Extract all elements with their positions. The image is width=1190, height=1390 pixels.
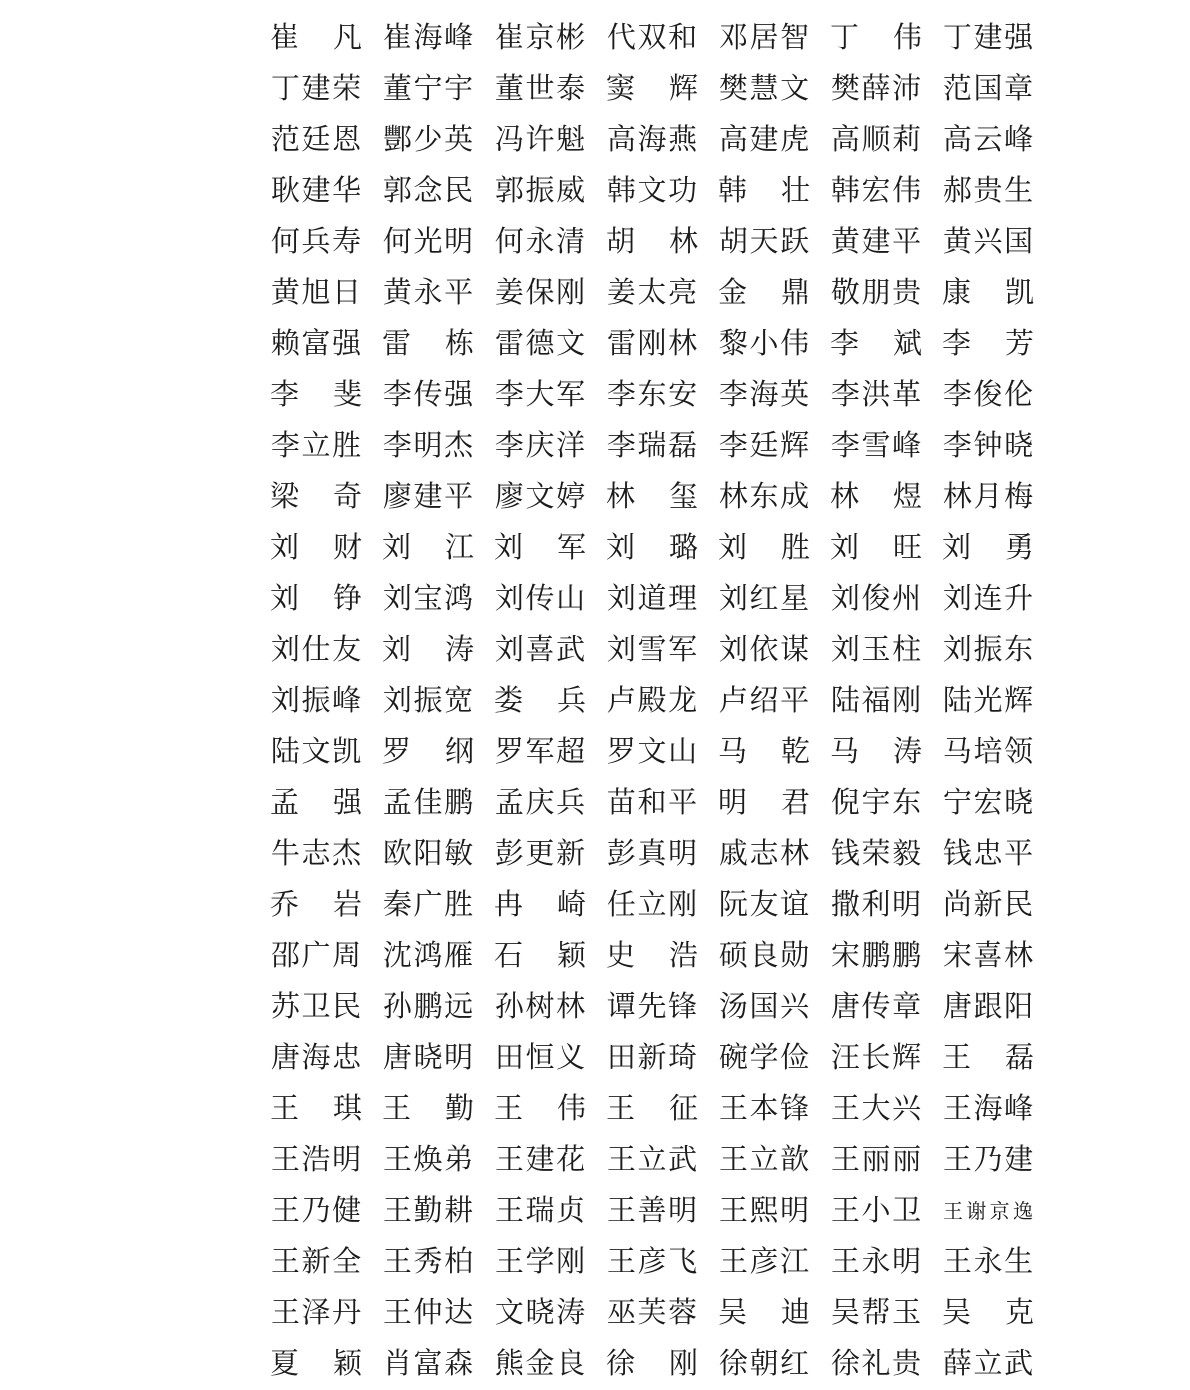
name-entry: 王 小 卫 <box>830 1193 922 1227</box>
name-entry: 徐 朝 红 <box>718 1346 810 1380</box>
name-entry: 硕 良 勋 <box>718 938 810 972</box>
name-entry: 黄 兴 国 <box>942 224 1034 258</box>
name-entry: 王 瑞 贞 <box>494 1193 586 1227</box>
name-entry: 王 琪 <box>270 1091 362 1125</box>
name-entry: 文 晓 涛 <box>494 1295 586 1329</box>
name-entry: 吴 帮 玉 <box>830 1295 922 1329</box>
name-entry: 戚 志 林 <box>718 836 810 870</box>
name-entry: 王 征 <box>606 1091 698 1125</box>
name-entry: 王 乃 建 <box>942 1142 1034 1176</box>
name-entry: 王 磊 <box>942 1040 1034 1074</box>
name-entry: 林 玺 <box>606 479 698 513</box>
name-entry: 董 宁 宇 <box>382 71 474 105</box>
name-entry: 尚 新 民 <box>942 887 1034 921</box>
name-entry: 郭 念 民 <box>382 173 474 207</box>
name-entry: 欧 阳 敏 <box>382 836 474 870</box>
name-entry: 唐 跟 阳 <box>942 989 1034 1023</box>
name-entry: 王 谢 京 逸 <box>943 1198 1033 1223</box>
name-entry: 刘 璐 <box>606 530 698 564</box>
name-entry: 窦 辉 <box>606 71 698 105</box>
name-entry: 彭 更 新 <box>494 836 586 870</box>
name-entry: 史 浩 <box>606 938 698 972</box>
name-entry: 刘 连 升 <box>942 581 1034 615</box>
name-entry: 刘 玉 柱 <box>830 632 922 666</box>
name-entry: 乔 岩 <box>270 887 362 921</box>
name-entry: 康 凯 <box>942 275 1034 309</box>
name-entry: 夏 颖 <box>270 1346 362 1380</box>
name-entry: 卢 殿 龙 <box>606 683 698 717</box>
name-entry: 高 顺 莉 <box>830 122 922 156</box>
name-entry: 敬 朋 贵 <box>830 275 922 309</box>
name-entry: 林 东 成 <box>718 479 810 513</box>
name-entry: 胡 林 <box>606 224 698 258</box>
name-entry: 冯 许 魁 <box>494 122 586 156</box>
name-entry: 李 大 军 <box>494 377 586 411</box>
name-entry: 陆 光 辉 <box>942 683 1034 717</box>
name-entry: 孟 佳 鹏 <box>382 785 474 819</box>
name-entry: 高 建 虎 <box>718 122 810 156</box>
name-entry: 徐 礼 贵 <box>830 1346 922 1380</box>
name-entry: 崔 海 峰 <box>382 20 474 54</box>
name-entry: 王 乃 健 <box>270 1193 362 1227</box>
name-entry: 韩 壮 <box>718 173 810 207</box>
name-entry: 宋 鹏 鹏 <box>830 938 922 972</box>
name-entry: 王 学 刚 <box>494 1244 586 1278</box>
name-entry: 钱 忠 平 <box>942 836 1034 870</box>
name-entry: 阮 友 谊 <box>718 887 810 921</box>
name-entry: 刘 红 星 <box>718 581 810 615</box>
name-entry: 刘 军 <box>494 530 586 564</box>
name-entry: 唐 传 章 <box>830 989 922 1023</box>
name-entry: 李 斌 <box>830 326 922 360</box>
name-entry: 黎 小 伟 <box>718 326 810 360</box>
name-entry: 巫 芙 蓉 <box>606 1295 698 1329</box>
name-entry: 邵 广 周 <box>270 938 362 972</box>
name-entry: 姜 保 刚 <box>494 275 586 309</box>
name-entry: 刘 传 山 <box>494 581 586 615</box>
name-entry: 宋 喜 林 <box>942 938 1034 972</box>
name-entry: 王 彦 飞 <box>606 1244 698 1278</box>
name-entry: 王 泽 丹 <box>270 1295 362 1329</box>
name-entry: 刘 旺 <box>830 530 922 564</box>
name-entry: 刘 铮 <box>270 581 362 615</box>
name-entry: 卢 绍 平 <box>718 683 810 717</box>
name-entry: 郭 振 威 <box>494 173 586 207</box>
name-entry: 李 钟 晓 <box>942 428 1034 462</box>
name-entry: 李 东 安 <box>606 377 698 411</box>
name-entry: 王 丽 丽 <box>830 1142 922 1176</box>
name-entry: 王 海 峰 <box>942 1091 1034 1125</box>
name-entry: 汤 国 兴 <box>718 989 810 1023</box>
name-entry: 何 兵 寿 <box>270 224 362 258</box>
name-entry: 梁 奇 <box>270 479 362 513</box>
name-entry: 姜 太 亮 <box>606 275 698 309</box>
name-entry: 王 本 锋 <box>718 1091 810 1125</box>
name-entry: 王 大 兴 <box>830 1091 922 1125</box>
name-entry: 熊 金 良 <box>494 1346 586 1380</box>
name-entry: 秦 广 胜 <box>382 887 474 921</box>
name-entry: 王 永 生 <box>942 1244 1034 1278</box>
name-entry: 苗 和 平 <box>606 785 698 819</box>
name-entry: 丁 伟 <box>830 20 922 54</box>
name-entry: 刘 财 <box>270 530 362 564</box>
name-entry: 刘 振 宽 <box>382 683 474 717</box>
name-entry: 孙 树 林 <box>494 989 586 1023</box>
name-entry: 廖 建 平 <box>382 479 474 513</box>
name-entry: 薛 立 武 <box>942 1346 1034 1380</box>
name-entry: 韩 宏 伟 <box>830 173 922 207</box>
name-entry: 钱 荣 毅 <box>830 836 922 870</box>
name-entry: 雷 德 文 <box>494 326 586 360</box>
name-entry: 黄 建 平 <box>830 224 922 258</box>
name-entry: 刘 振 东 <box>942 632 1034 666</box>
name-entry: 李 海 英 <box>718 377 810 411</box>
name-entry: 酆 少 英 <box>382 122 474 156</box>
name-entry: 肖 富 森 <box>382 1346 474 1380</box>
name-entry: 明 君 <box>718 785 810 819</box>
name-entry: 刘 涛 <box>382 632 474 666</box>
name-entry: 王 浩 明 <box>270 1142 362 1176</box>
name-entry: 孟 强 <box>270 785 362 819</box>
name-entry: 赖 富 强 <box>270 326 362 360</box>
name-entry: 刘 喜 武 <box>494 632 586 666</box>
name-entry: 沈 鸿 雁 <box>382 938 474 972</box>
name-entry: 何 光 明 <box>382 224 474 258</box>
name-entry: 吴 迪 <box>718 1295 810 1329</box>
name-entry: 王 立 武 <box>606 1142 698 1176</box>
name-entry: 刘 仕 友 <box>270 632 362 666</box>
name-entry: 胡 天 跃 <box>718 224 810 258</box>
name-entry: 李 俊 伦 <box>942 377 1034 411</box>
name-entry: 石 颖 <box>494 938 586 972</box>
name-entry: 田 恒 义 <box>494 1040 586 1074</box>
name-entry: 李 瑞 磊 <box>606 428 698 462</box>
name-entry: 雷 栋 <box>382 326 474 360</box>
name-entry: 刘 勇 <box>942 530 1034 564</box>
name-entry: 廖 文 婷 <box>494 479 586 513</box>
name-entry: 刘 道 理 <box>606 581 698 615</box>
name-entry: 马 培 领 <box>942 734 1034 768</box>
name-entry: 刘 胜 <box>718 530 810 564</box>
name-entry: 刘 俊 州 <box>830 581 922 615</box>
name-entry: 王 建 花 <box>494 1142 586 1176</box>
name-entry: 马 涛 <box>830 734 922 768</box>
name-entry: 孟 庆 兵 <box>494 785 586 819</box>
name-entry: 董 世 泰 <box>494 71 586 105</box>
name-entry: 李 庆 洋 <box>494 428 586 462</box>
name-entry: 汪 长 辉 <box>830 1040 922 1074</box>
name-entry: 丁 建 荣 <box>270 71 362 105</box>
name-entry: 李 传 强 <box>382 377 474 411</box>
name-entry: 任 立 刚 <box>606 887 698 921</box>
name-entry: 李 明 杰 <box>382 428 474 462</box>
name-entry: 黄 永 平 <box>382 275 474 309</box>
name-entry: 王 善 明 <box>606 1193 698 1227</box>
name-entry: 崔 京 彬 <box>494 20 586 54</box>
name-entry: 李 芳 <box>942 326 1034 360</box>
name-entry: 林 煜 <box>830 479 922 513</box>
name-entry: 邓 居 智 <box>718 20 810 54</box>
name-entry: 唐 海 忠 <box>270 1040 362 1074</box>
name-entry: 王 伟 <box>494 1091 586 1125</box>
name-entry: 王 彦 江 <box>718 1244 810 1278</box>
name-entry: 陆 文 凯 <box>270 734 362 768</box>
name-entry: 宁 宏 晓 <box>942 785 1034 819</box>
name-entry: 崔 凡 <box>270 20 362 54</box>
name-entry: 王 仲 达 <box>382 1295 474 1329</box>
name-entry: 罗 文 山 <box>606 734 698 768</box>
name-entry: 王 秀 柏 <box>382 1244 474 1278</box>
name-entry: 王 立 歆 <box>718 1142 810 1176</box>
name-entry: 刘 雪 军 <box>606 632 698 666</box>
name-entry: 徐 刚 <box>606 1346 698 1380</box>
name-entry: 何 永 清 <box>494 224 586 258</box>
name-entry: 李 斐 <box>270 377 362 411</box>
name-entry: 唐 晓 明 <box>382 1040 474 1074</box>
name-entry: 冉 崎 <box>494 887 586 921</box>
name-entry: 撒 利 明 <box>830 887 922 921</box>
name-entry: 林 月 梅 <box>942 479 1034 513</box>
name-entry: 耿 建 华 <box>270 173 362 207</box>
name-entry: 樊 薛 沛 <box>830 71 922 105</box>
name-entry: 吴 克 <box>942 1295 1034 1329</box>
name-entry: 孙 鹏 远 <box>382 989 474 1023</box>
name-entry: 李 雪 峰 <box>830 428 922 462</box>
name-entry: 倪 宇 东 <box>830 785 922 819</box>
name-entry: 韩 文 功 <box>606 173 698 207</box>
name-entry: 丁 建 强 <box>942 20 1034 54</box>
name-entry: 金 鼎 <box>718 275 810 309</box>
name-entry: 刘 宝 鸿 <box>382 581 474 615</box>
name-entry: 刘 振 峰 <box>270 683 362 717</box>
name-entry: 罗 纲 <box>382 734 474 768</box>
name-entry: 彭 真 明 <box>606 836 698 870</box>
name-entry: 王 新 全 <box>270 1244 362 1278</box>
name-entry: 高 海 燕 <box>606 122 698 156</box>
name-list <box>270 12 1054 1389</box>
name-entry: 樊 慧 文 <box>718 71 810 105</box>
name-entry: 田 新 琦 <box>606 1040 698 1074</box>
name-entry: 范 国 章 <box>942 71 1034 105</box>
name-entry: 谭 先 锋 <box>606 989 698 1023</box>
name-entry: 王 熙 明 <box>718 1193 810 1227</box>
name-entry: 范 廷 恩 <box>270 122 362 156</box>
name-entry: 王 勤 耕 <box>382 1193 474 1227</box>
name-entry: 代 双 和 <box>606 20 698 54</box>
name-entry: 陆 福 刚 <box>830 683 922 717</box>
name-entry: 马 乾 <box>718 734 810 768</box>
name-entry: 高 云 峰 <box>942 122 1034 156</box>
name-entry: 李 洪 革 <box>830 377 922 411</box>
name-entry: 刘 江 <box>382 530 474 564</box>
name-entry: 碗 学 俭 <box>718 1040 810 1074</box>
name-entry: 王 焕 弟 <box>382 1142 474 1176</box>
name-entry: 罗 军 超 <box>494 734 586 768</box>
name-entry: 王 勤 <box>382 1091 474 1125</box>
name-entry: 刘 依 谋 <box>718 632 810 666</box>
name-entry: 李 廷 辉 <box>718 428 810 462</box>
name-entry: 李 立 胜 <box>270 428 362 462</box>
name-entry: 苏 卫 民 <box>270 989 362 1023</box>
name-entry: 娄 兵 <box>494 683 586 717</box>
name-entry: 郝 贵 生 <box>942 173 1034 207</box>
name-entry: 黄 旭 日 <box>270 275 362 309</box>
name-entry: 王 永 明 <box>830 1244 922 1278</box>
name-entry: 牛 志 杰 <box>270 836 362 870</box>
name-entry: 雷 刚 林 <box>606 326 698 360</box>
